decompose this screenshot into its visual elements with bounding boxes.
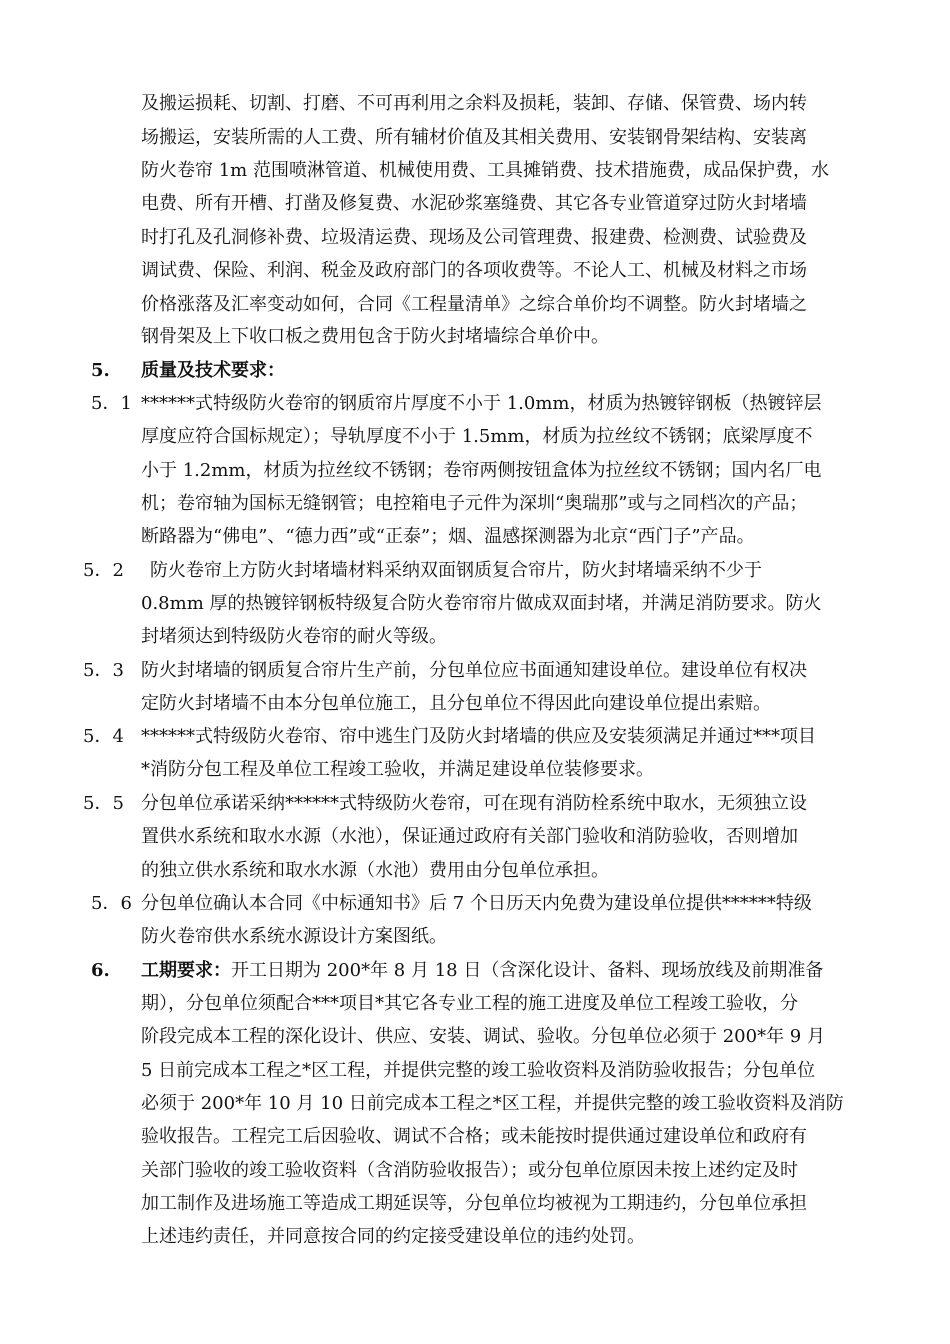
paragraph-line: 价格涨落及汇率变动如何，合同《工程量清单》之综合单价均不调整。防火封堵墙之	[141, 294, 807, 315]
section-text: 开工日期为 200*年 8 月 18 日（含深化设计、备料、现场放线及前期准备	[231, 960, 824, 981]
paragraph-line: 定防火封堵墙不由本分包单位施工，且分包单位不得因此向建设单位提出索赔。	[141, 693, 771, 714]
paragraph-line: 必须于 200*年 10 月 10 日前完成本工程之*区工程，并提供完整的竣工验收资料及消防	[141, 1093, 844, 1114]
paragraph-line: 钢骨架及上下收口板之费用包含于防火封堵墙综合单价中。	[141, 326, 609, 347]
paragraph-line: 加工制作及进场施工等造成工期延误等，分包单位均被视为工期违约，分包单位承担	[141, 1193, 807, 1214]
paragraph-line: 断路器为“佛电”、“德力西”或“正泰”；烟、温感探测器为北京“西门子”产品。	[141, 526, 755, 547]
item-number: 5．4	[83, 726, 124, 747]
item-number: 5．5	[83, 793, 124, 814]
paragraph-line: 分包单位承诺采纳******式特级防火卷帘，可在现有消防栓系统中取水，无须独立设	[141, 793, 807, 814]
paragraph-line: 防火卷帘供水系统水源设计方案图纸。	[141, 926, 447, 947]
paragraph-line: 时打孔及孔洞修补费、垃圾清运费、现场及公司管理费、报建费、检测费、试验费及	[141, 227, 807, 248]
item-number: 5．1	[91, 393, 132, 414]
item-number: 5．2	[83, 560, 124, 581]
paragraph-line: 期），分包单位须配合***项目*其它各专业工程的施工进度及单位工程竣工验收，分	[141, 993, 798, 1014]
section-number: 6.	[91, 960, 110, 981]
paragraph-line: 关部门验收的竣工验收资料（含消防验收报告）；或分包单位原因未按上述约定及时	[141, 1160, 798, 1181]
paragraph-line: 机；卷帘轴为国标无缝钢管；电控箱电子元件为深圳“奥瑞那”或与之同档次的产品；	[141, 493, 808, 514]
paragraph-line: 防火封堵墙的钢质复合帘片生产前，分包单位应书面通知建设单位。建设单位有权决	[141, 660, 807, 681]
paragraph-line: 5 日前完成本工程之*区工程，并提供完整的竣工验收资料及消防验收报告；分包单位	[141, 1060, 816, 1081]
paragraph-line: ******式特级防火卷帘、帘中逃生门及防火封堵墙的供应及安装须满足并通过***项目	[141, 726, 816, 747]
paragraph-line: 电费、所有开槽、打凿及修复费、水泥砂浆塞缝费、其它各专业管道穿过防火封堵墙	[141, 193, 807, 214]
section-title: 质量及技术要求：	[141, 360, 285, 381]
paragraph-line: 分包单位确认本合同《中标通知书》后 7 个日历天内免费为建设单位提供******特级	[141, 893, 812, 914]
paragraph-line: 验收报告。工程完工后因验收、调试不合格；或未能按时提供通过建设单位和政府有	[141, 1126, 807, 1147]
paragraph-line: 上述违约责任，并同意按合同的约定接受建设单位的违约处罚。	[141, 1226, 645, 1247]
paragraph-line: *消防分包工程及单位工程竣工验收，并满足建设单位装修要求。	[141, 759, 654, 780]
section-number: 5.	[91, 360, 110, 381]
paragraph-line: ******式特级防火卷帘的钢质帘片厚度不小于 1.0mm，材质为热镀锌钢板（热镀锌层	[141, 393, 822, 414]
paragraph-line: 调试费、保险、利润、税金及政府部门的各项收费等。不论人工、机械及材料之市场	[141, 260, 807, 281]
paragraph-line: 阶段完成本工程的深化设计、供应、安装、调试、验收。分包单位必须于 200*年 9 月	[141, 1026, 825, 1047]
paragraph-line: 及搬运损耗、切割、打磨、不可再利用之余料及损耗，装卸、存储、保管费、场内转	[141, 93, 807, 114]
paragraph-line: 封堵须达到特级防火卷帘的耐火等级。	[141, 626, 447, 647]
section-title: 工期要求：	[141, 960, 231, 981]
paragraph-line: 的独立供水系统和取水水源（水池）费用由分包单位承担。	[141, 860, 609, 881]
paragraph-line: 场搬运，安装所需的人工费、所有辅材价值及其相关费用、安装钢骨架结构、安装离	[141, 127, 807, 148]
paragraph-line: 置供水系统和取水水源（水池），保证通过政府有关部门验收和消防验收，否则增加	[141, 826, 798, 847]
item-number: 5．6	[91, 893, 132, 914]
paragraph-line: 小于 1.2mm，材质为拉丝纹不锈钢；卷帘两侧按钮盒体为拉丝纹不锈钢；国内名厂电	[141, 460, 822, 481]
paragraph-line	[141, 960, 823, 982]
paragraph-line: 防火卷帘 1m 范围喷淋管道、机械使用费、工具摊销费、技术措施费，成品保护费，水	[141, 160, 829, 181]
paragraph-line: 0.8mm 厚的热镀锌钢板特级复合防火卷帘帘片做成双面封堵，并满足消防要求。防火	[141, 593, 822, 614]
paragraph-line: 厚度应符合国标规定）；导轨厚度不小于 1.5mm，材质为拉丝纹不锈钢；底梁厚度不	[141, 426, 813, 447]
paragraph-line: 防火卷帘上方防火封堵墙材料采纳双面钢质复合帘片，防火封堵墙采纳不少于	[150, 560, 762, 581]
item-number: 5．3	[83, 660, 124, 681]
